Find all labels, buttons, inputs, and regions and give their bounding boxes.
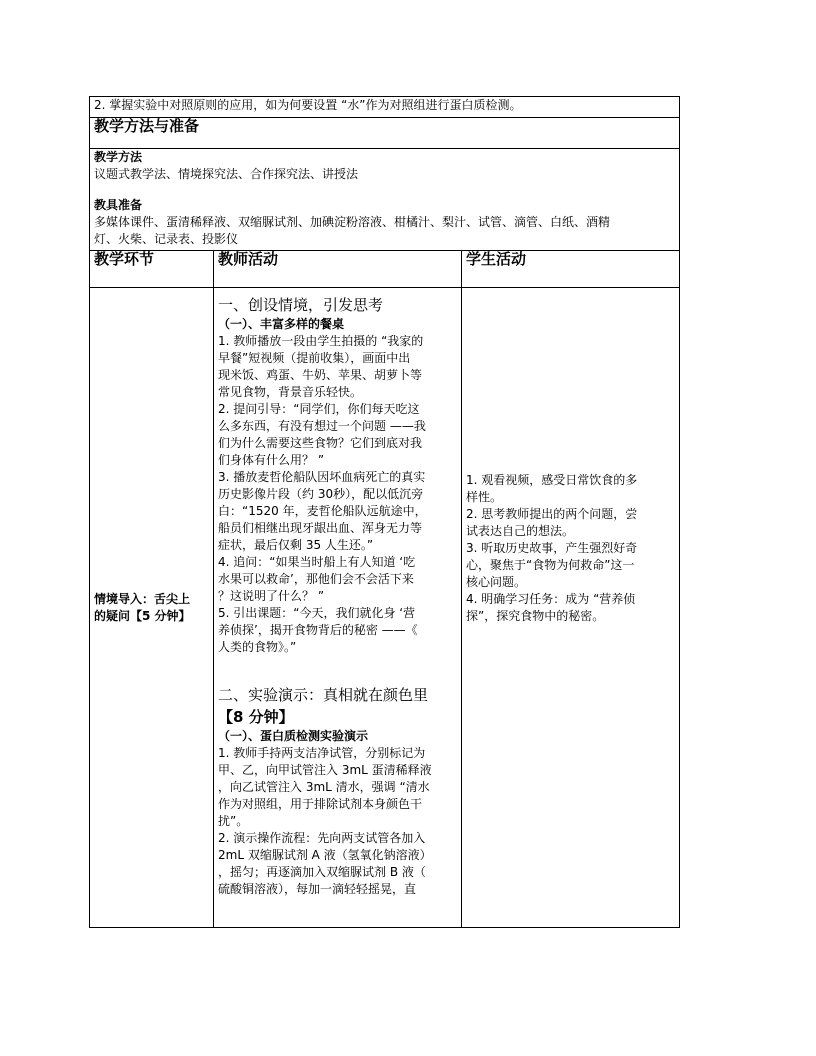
student-body	[466, 472, 675, 625]
teacher-text-line: 白：“1520 年，麦哲伦船队远航途中，	[218, 504, 427, 518]
stage-line-2: 的疑问【5 分钟】	[94, 608, 191, 623]
student-text-line: 4. 明确学习任务：成为 “营养侦	[466, 592, 636, 606]
teacher-text-line: 2. 演示操作流程：先向两支试管各加入	[218, 831, 426, 845]
student-text-line: 3. 听取历史故事，产生强烈好奇	[466, 541, 638, 555]
teacher-text-line: 硫酸铜溶液），每加一滴轻轻摇晃，直	[218, 882, 417, 896]
teacher-text-line: 3. 播放麦哲伦船队因坏血病死亡的真实	[218, 470, 426, 484]
part1-body	[218, 333, 457, 656]
teacher-text-line: 2mL 双缩脲试剂 A 液（氢氧化钠溶液）	[218, 848, 432, 862]
teacher-text-line: 们为什么需要这些食物？它们到底对我	[218, 436, 423, 450]
part2-title-line-1: 二、实验演示：真相就在颜色里	[218, 686, 429, 704]
tools-heading: 教具准备	[94, 198, 143, 212]
header-stage: 教学环节	[90, 251, 214, 288]
teacher-text-line: ，摇匀；再逐滴加入双缩脲试剂 B 液（	[218, 865, 426, 879]
stage-line-1: 情境导入：舌尖上	[94, 591, 191, 606]
teacher-text-line: 常见食物，背景音乐轻快。	[218, 385, 363, 399]
table-header-row	[90, 251, 680, 288]
student-activity-cell	[462, 288, 680, 928]
student-text-line: 1. 观看视频，感受日常饮食的多	[466, 473, 638, 487]
teacher-text-line: ，向乙试管注入 3mL 清水，强调 “清水	[218, 780, 430, 794]
teacher-text-line: 们身体有什么用？ ”	[218, 453, 325, 467]
student-text-line: 样性。	[466, 490, 503, 504]
tools-line-1: 多媒体课件、蛋清稀释液、双缩脲试剂、加碘淀粉溶液、柑橘汁、梨汁、试管、滴管、白纸、酒精	[94, 215, 611, 229]
teacher-text-line: ？这说明了什么？ ”	[218, 589, 325, 603]
part2-title-line-2: 【8 分钟】	[218, 708, 294, 726]
teacher-text-line: 现米饭、鸡蛋、牛奶、苹果、胡萝卜等	[218, 368, 423, 382]
teacher-text-line: 2. 提问引导：“同学们，你们每天吃这	[218, 402, 420, 416]
student-text-line: 试表达自己的想法。	[466, 524, 575, 538]
student-text-line: 心，聚焦于“食物为何救命”这一	[466, 558, 635, 572]
teacher-activity-cell	[214, 288, 462, 928]
header-student: 学生活动	[462, 251, 680, 288]
part2-body	[218, 745, 457, 898]
methods-content-row	[90, 149, 680, 251]
teacher-text-line: 症状，最后仅剩 35 人生还。”	[218, 538, 374, 552]
teacher-text-line: 船员们相继出现牙龈出血、浑身无力等	[218, 521, 423, 535]
teacher-text-line: 早餐”短视频（提前收集），画面中出	[218, 351, 411, 365]
tools-line-2: 灯、火柴、记录表、投影仪	[94, 232, 239, 246]
teacher-text-line: 1. 教师手持两支洁净试管，分别标记为	[218, 746, 426, 760]
methods-section-title: 教学方法与准备	[90, 118, 680, 149]
stage-row	[90, 288, 680, 928]
objective-row	[90, 97, 680, 118]
objective-text: 2. 掌握实验中对照原则的应用，如为何要设置 “水”作为对照组进行蛋白质检测。	[90, 97, 680, 118]
teacher-text-line: 5. 引出课题：“今天，我们就化身 ‘营	[218, 606, 416, 620]
teacher-text-line: 人类的食物》。”	[218, 640, 297, 654]
methods-title-row	[90, 118, 680, 149]
part1-subheading: （一）、丰富多样的餐桌	[218, 317, 345, 331]
teacher-text-line: 养侦探’，揭开食物背后的秘密 ——《	[218, 623, 418, 637]
method-text: 议题式教学法、情境探究法、合作探究法、讲授法	[94, 167, 359, 181]
part1-title: 一、创设情境，引发思考	[218, 296, 384, 314]
student-text-line: 探”，探究食物中的秘密。	[466, 609, 605, 623]
teacher-text-line: 么多东西，有没有想过一个问题 ——我	[218, 419, 426, 433]
part2-subheading: （一）、蛋白质检测实验演示	[218, 729, 369, 743]
header-teacher: 教师活动	[214, 251, 462, 288]
teacher-text-line: 作为对照组，用于排除试剂本身颜色干	[218, 797, 423, 811]
method-heading: 教学方法	[94, 150, 143, 164]
teacher-text-line: 4. 追问：“如果当时船上有人知道 ‘吃	[218, 555, 416, 569]
stage-cell	[90, 288, 214, 928]
teacher-text-line: 甲、乙，向甲试管注入 3mL 蛋清稀释液	[218, 763, 432, 777]
student-text-line: 2. 思考教师提出的两个问题，尝	[466, 507, 638, 521]
lesson-plan-table	[89, 96, 680, 928]
document-page	[89, 96, 679, 928]
teacher-text-line: 历史影像片段（约 30秒），配以低沉旁	[218, 487, 424, 501]
teacher-text-line: 扰”。	[218, 814, 249, 828]
student-text-line: 核心问题。	[466, 575, 527, 589]
teacher-text-line: 1. 教师播放一段由学生拍摄的 “我家的	[218, 334, 424, 348]
teacher-text-line: 水果可以救命’，那他们会不会活下来	[218, 572, 414, 586]
